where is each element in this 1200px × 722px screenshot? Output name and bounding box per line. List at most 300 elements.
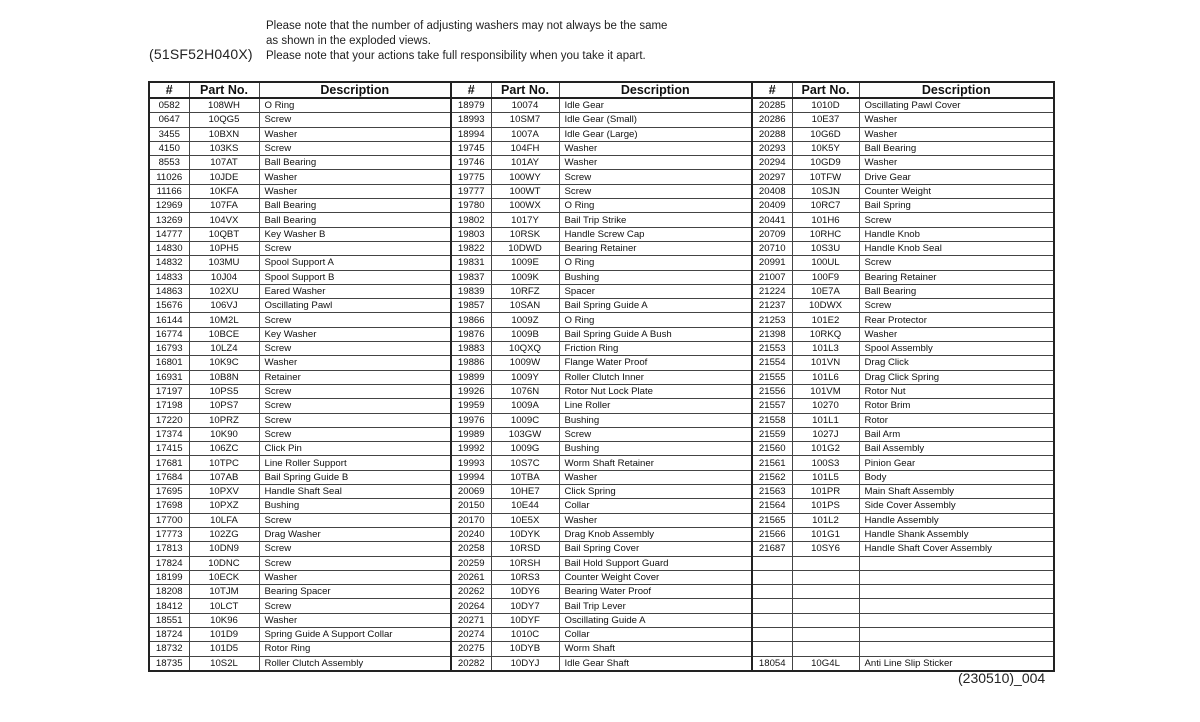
description-cell: Oscillating Pawl Cover [859,98,1054,113]
item-number-cell: 14833 [149,270,189,284]
item-number-cell: 17197 [149,384,189,398]
part-number-cell: 10J04 [189,270,259,284]
description-cell: Screw [859,213,1054,227]
part-number-cell: 10DY7 [491,599,559,613]
item-number-cell: 20409 [752,199,792,213]
table-row [149,427,1054,441]
part-number-cell: 10KFA [189,184,259,198]
item-number-cell: 19777 [451,184,491,198]
description-cell: Bushing [559,413,752,427]
item-number-cell: 18054 [752,656,792,671]
description-cell: Bushing [559,270,752,284]
table-row [149,513,1054,527]
part-number-cell: 1027J [792,427,859,441]
part-number-cell [792,585,859,599]
part-number-cell: 10GD9 [792,156,859,170]
description-cell: Line Roller Support [259,456,451,470]
item-number-cell: 21687 [752,542,792,556]
description-cell: Key Washer [259,327,451,341]
part-number-cell: 10DYK [491,527,559,541]
part-number-cell: 10QBT [189,227,259,241]
table-row [149,313,1054,327]
part-number-cell: 10HE7 [491,485,559,499]
item-number-cell: 18732 [149,642,189,656]
table-body [149,98,1054,671]
description-cell: O Ring [559,313,752,327]
description-cell: Drag Knob Assembly [559,527,752,541]
part-number-cell: 10RSK [491,227,559,241]
item-number-cell: 19822 [451,241,491,255]
table-row [149,585,1054,599]
part-number-cell: 10K5Y [792,141,859,155]
table-row [149,227,1054,241]
part-number-cell: 10DY6 [491,585,559,599]
description-cell: Click Pin [259,442,451,456]
item-number-cell: 20441 [752,213,792,227]
description-cell: Handle Shaft Seal [259,485,451,499]
part-number-cell: 10SM7 [491,113,559,127]
item-number-cell: 15676 [149,299,189,313]
part-number-cell: 1010D [792,98,859,113]
part-number-cell: 102ZG [189,527,259,541]
item-number-cell: 20274 [451,627,491,641]
item-number-cell: 19883 [451,342,491,356]
part-number-cell: 100F9 [792,270,859,284]
description-cell: Screw [559,170,752,184]
description-cell: Handle Shank Assembly [859,527,1054,541]
item-number-cell: 20262 [451,585,491,599]
part-number-cell: 1076N [491,384,559,398]
description-cell: Oscillating Guide A [559,613,752,627]
description-cell: Bail Spring Guide A Bush [559,327,752,341]
description-cell [859,613,1054,627]
description-cell: Bail Spring Guide B [259,470,451,484]
description-cell: Bushing [559,442,752,456]
part-number-cell: 107AT [189,156,259,170]
part-number-cell: 101D9 [189,627,259,641]
part-number-cell: 101G2 [792,442,859,456]
part-number-cell: 10S2L [189,656,259,671]
description-cell: Handle Knob [859,227,1054,241]
table-row [149,241,1054,255]
description-cell: Worm Shaft [559,642,752,656]
column-header: # [451,82,491,98]
table-row [149,299,1054,313]
description-cell: Bail Spring Guide A [559,299,752,313]
item-number-cell: 14832 [149,256,189,270]
description-cell: Washer [859,327,1054,341]
column-header: # [752,82,792,98]
description-cell: O Ring [559,256,752,270]
part-number-cell: 101L1 [792,413,859,427]
table-row [149,113,1054,127]
item-number-cell: 21554 [752,356,792,370]
description-cell: Ball Bearing [859,284,1054,298]
item-number-cell: 19926 [451,384,491,398]
item-number-cell: 11026 [149,170,189,184]
item-number-cell: 19976 [451,413,491,427]
description-cell [859,627,1054,641]
description-cell: Idle Gear (Small) [559,113,752,127]
description-cell: Key Washer B [259,227,451,241]
description-cell: Washer [259,356,451,370]
item-number-cell: 21564 [752,499,792,513]
description-cell: Washer [559,156,752,170]
description-cell: Drag Click [859,356,1054,370]
part-number-cell: 107AB [189,470,259,484]
description-cell: O Ring [559,199,752,213]
description-cell: Washer [859,127,1054,141]
part-number-cell: 10E5X [491,513,559,527]
description-cell: Washer [559,141,752,155]
part-number-cell: 106VJ [189,299,259,313]
description-cell: Screw [259,556,451,570]
table-row [149,542,1054,556]
column-header: Description [259,82,451,98]
description-cell: Screw [259,427,451,441]
column-header: Part No. [189,82,259,98]
part-number-cell: 10PXV [189,485,259,499]
table-row [149,98,1054,113]
part-number-cell: 1010C [491,627,559,641]
description-cell [859,599,1054,613]
item-number-cell: 21558 [752,413,792,427]
part-number-cell: 10K9C [189,356,259,370]
description-cell: Collar [559,499,752,513]
description-cell: Rear Protector [859,313,1054,327]
part-number-cell: 101PS [792,499,859,513]
model-code: (51SF52H040X) [149,46,253,62]
description-cell: Idle Gear [559,98,752,113]
item-number-cell: 20271 [451,613,491,627]
part-number-cell: 10QXQ [491,342,559,356]
part-number-cell: 10BXN [189,127,259,141]
part-number-cell: 10SY6 [792,542,859,556]
table-row [149,213,1054,227]
description-cell: Washer [259,170,451,184]
item-number-cell: 20297 [752,170,792,184]
note-line: Please note that your actions take full responsibility when you take it apart. [266,50,646,62]
part-number-cell: 1009K [491,270,559,284]
part-number-cell: 101H6 [792,213,859,227]
description-cell: Screw [259,113,451,127]
part-number-cell: 10SJN [792,184,859,198]
part-number-cell: 10TJM [189,585,259,599]
table-row [149,485,1054,499]
item-number-cell: 21007 [752,270,792,284]
description-cell: Handle Knob Seal [859,241,1054,255]
item-number-cell: 18993 [451,113,491,127]
item-number-cell: 19831 [451,256,491,270]
item-number-cell: 19780 [451,199,491,213]
description-cell: Screw [559,184,752,198]
item-number-cell: 18979 [451,98,491,113]
item-number-cell: 18724 [149,627,189,641]
part-number-cell: 10PS5 [189,384,259,398]
table-row [149,642,1054,656]
item-number-cell: 20991 [752,256,792,270]
item-number-cell [752,570,792,584]
description-cell: Screw [259,141,451,155]
notes [266,19,667,64]
part-number-cell: 10TFW [792,170,859,184]
description-cell: Drive Gear [859,170,1054,184]
description-cell: Bearing Spacer [259,585,451,599]
description-cell: Bail Assembly [859,442,1054,456]
description-cell: Spring Guide A Support Collar [259,627,451,641]
description-cell: Screw [259,384,451,398]
part-number-cell: 107FA [189,199,259,213]
part-number-cell: 103KS [189,141,259,155]
table-row [149,384,1054,398]
item-number-cell: 19992 [451,442,491,456]
part-number-cell: 1009A [491,399,559,413]
part-number-cell: 10S7C [491,456,559,470]
item-number-cell: 20294 [752,156,792,170]
item-number-cell: 20258 [451,542,491,556]
item-number-cell: 19839 [451,284,491,298]
part-number-cell: 100S3 [792,456,859,470]
item-number-cell: 19866 [451,313,491,327]
part-number-cell: 10TPC [189,456,259,470]
description-cell: Line Roller [559,399,752,413]
item-number-cell [752,627,792,641]
description-cell: Spool Assembly [859,342,1054,356]
table-row [149,270,1054,284]
item-number-cell: 0647 [149,113,189,127]
item-number-cell: 20261 [451,570,491,584]
description-cell: Spool Support B [259,270,451,284]
item-number-cell: 21566 [752,527,792,541]
description-cell: Counter Weight Cover [559,570,752,584]
part-number-cell: 1017Y [491,213,559,227]
column-header: # [149,82,189,98]
item-number-cell [752,585,792,599]
description-cell: Rotor Ring [259,642,451,656]
part-number-cell: 10DYJ [491,656,559,671]
description-cell: Bail Hold Support Guard [559,556,752,570]
part-number-cell: 100WX [491,199,559,213]
column-header: Description [859,82,1054,98]
item-number-cell [752,613,792,627]
part-number-cell: 10E44 [491,499,559,513]
table-row [149,199,1054,213]
part-number-cell: 10RSD [491,542,559,556]
part-number-cell: 1009E [491,256,559,270]
item-number-cell: 20282 [451,656,491,671]
item-number-cell: 20710 [752,241,792,255]
item-number-cell: 18412 [149,599,189,613]
description-cell: Washer [259,570,451,584]
part-number-cell: 10TBA [491,470,559,484]
part-number-cell: 104FH [491,141,559,155]
part-number-cell: 1009Z [491,313,559,327]
note-line: Please note that the number of adjusting washers may not always be the same [266,20,668,32]
item-number-cell: 21563 [752,485,792,499]
description-cell: Screw [259,513,451,527]
item-number-cell: 20170 [451,513,491,527]
description-cell: Ball Bearing [259,199,451,213]
item-number-cell: 20069 [451,485,491,499]
table-row [149,456,1054,470]
part-number-cell: 10LFA [189,513,259,527]
item-number-cell: 3455 [149,127,189,141]
part-number-cell: 10QG5 [189,113,259,127]
part-number-cell [792,570,859,584]
item-number-cell: 17824 [149,556,189,570]
item-number-cell: 21237 [752,299,792,313]
item-number-cell: 14777 [149,227,189,241]
table-row [149,499,1054,513]
part-number-cell: 10E37 [792,113,859,127]
item-number-cell: 19837 [451,270,491,284]
part-number-cell: 10S3U [792,241,859,255]
part-number-cell: 10PXZ [189,499,259,513]
item-number-cell: 21555 [752,370,792,384]
item-number-cell: 19876 [451,327,491,341]
part-number-cell: 10RC7 [792,199,859,213]
part-number-cell: 10DWD [491,241,559,255]
table-row [149,170,1054,184]
part-number-cell: 103GW [491,427,559,441]
table-row [149,256,1054,270]
part-number-cell: 10SAN [491,299,559,313]
item-number-cell: 20259 [451,556,491,570]
part-number-cell: 1009Y [491,370,559,384]
description-cell: Screw [259,542,451,556]
item-number-cell: 21562 [752,470,792,484]
part-number-cell: 10G4L [792,656,859,671]
description-cell [859,642,1054,656]
description-cell: Flange Water Proof [559,356,752,370]
description-cell: Rotor Nut Lock Plate [559,384,752,398]
description-cell: Bearing Water Proof [559,585,752,599]
part-number-cell: 10074 [491,98,559,113]
item-number-cell: 20408 [752,184,792,198]
part-number-cell: 10G6D [792,127,859,141]
description-cell [859,570,1054,584]
description-cell: Rotor [859,413,1054,427]
part-number-cell [792,613,859,627]
part-number-cell [792,642,859,656]
item-number-cell: 14863 [149,284,189,298]
part-number-cell: 101D5 [189,642,259,656]
part-number-cell: 101G1 [792,527,859,541]
description-cell: Side Cover Assembly [859,499,1054,513]
description-cell: Bail Arm [859,427,1054,441]
item-number-cell: 21560 [752,442,792,456]
part-number-cell: 10K96 [189,613,259,627]
table-row [149,370,1054,384]
item-number-cell: 11166 [149,184,189,198]
table-row [149,284,1054,298]
item-number-cell: 17773 [149,527,189,541]
item-number-cell: 19746 [451,156,491,170]
item-number-cell: 16774 [149,327,189,341]
item-number-cell: 18208 [149,585,189,599]
part-number-cell: 100WY [491,170,559,184]
part-number-cell: 101AY [491,156,559,170]
part-number-cell: 101VN [792,356,859,370]
item-number-cell: 17220 [149,413,189,427]
description-cell [859,556,1054,570]
table-row [149,570,1054,584]
table-row [149,184,1054,198]
description-cell: Bail Trip Strike [559,213,752,227]
part-number-cell: 101L2 [792,513,859,527]
part-number-cell: 10PS7 [189,399,259,413]
part-number-cell: 1009W [491,356,559,370]
description-cell: Counter Weight [859,184,1054,198]
part-number-cell: 10RKQ [792,327,859,341]
item-number-cell: 20293 [752,141,792,155]
item-number-cell: 16931 [149,370,189,384]
item-number-cell: 16144 [149,313,189,327]
description-cell: Roller Clutch Inner [559,370,752,384]
item-number-cell: 21561 [752,456,792,470]
description-cell: Drag Washer [259,527,451,541]
part-number-cell: 10DWX [792,299,859,313]
item-number-cell: 19899 [451,370,491,384]
table-row [149,599,1054,613]
part-number-cell: 10RHC [792,227,859,241]
item-number-cell: 16801 [149,356,189,370]
description-cell: Bearing Retainer [859,270,1054,284]
description-cell: Idle Gear Shaft [559,656,752,671]
table-row [149,127,1054,141]
description-cell: Bail Trip Lever [559,599,752,613]
part-number-cell: 100UL [792,256,859,270]
part-number-cell: 101E2 [792,313,859,327]
table-row [149,613,1054,627]
description-cell: Drag Click Spring [859,370,1054,384]
description-cell: Roller Clutch Assembly [259,656,451,671]
description-cell: Screw [859,256,1054,270]
item-number-cell: 18735 [149,656,189,671]
part-number-cell: 1009C [491,413,559,427]
description-cell: Washer [259,613,451,627]
item-number-cell: 19802 [451,213,491,227]
description-cell: Retainer [259,370,451,384]
table-row [149,556,1054,570]
description-cell: Bail Spring Cover [559,542,752,556]
description-cell: Handle Assembly [859,513,1054,527]
part-number-cell: 10PRZ [189,413,259,427]
item-number-cell: 0582 [149,98,189,113]
description-cell: Click Spring [559,485,752,499]
item-number-cell: 19993 [451,456,491,470]
description-cell: Spool Support A [259,256,451,270]
item-number-cell: 21559 [752,427,792,441]
part-number-cell: 10LZ4 [189,342,259,356]
description-cell: Friction Ring [559,342,752,356]
item-number-cell: 19775 [451,170,491,184]
part-number-cell: 106ZC [189,442,259,456]
description-cell: Handle Screw Cap [559,227,752,241]
description-cell: Bail Spring [859,199,1054,213]
part-number-cell: 101L3 [792,342,859,356]
description-cell: Pinion Gear [859,456,1054,470]
part-number-cell: 10B8N [189,370,259,384]
description-cell: Eared Washer [259,284,451,298]
item-number-cell: 12969 [149,199,189,213]
part-number-cell: 10DYB [491,642,559,656]
item-number-cell: 18994 [451,127,491,141]
table-row [149,156,1054,170]
description-cell: Idle Gear (Large) [559,127,752,141]
table-row [149,356,1054,370]
part-number-cell: 101L6 [792,370,859,384]
